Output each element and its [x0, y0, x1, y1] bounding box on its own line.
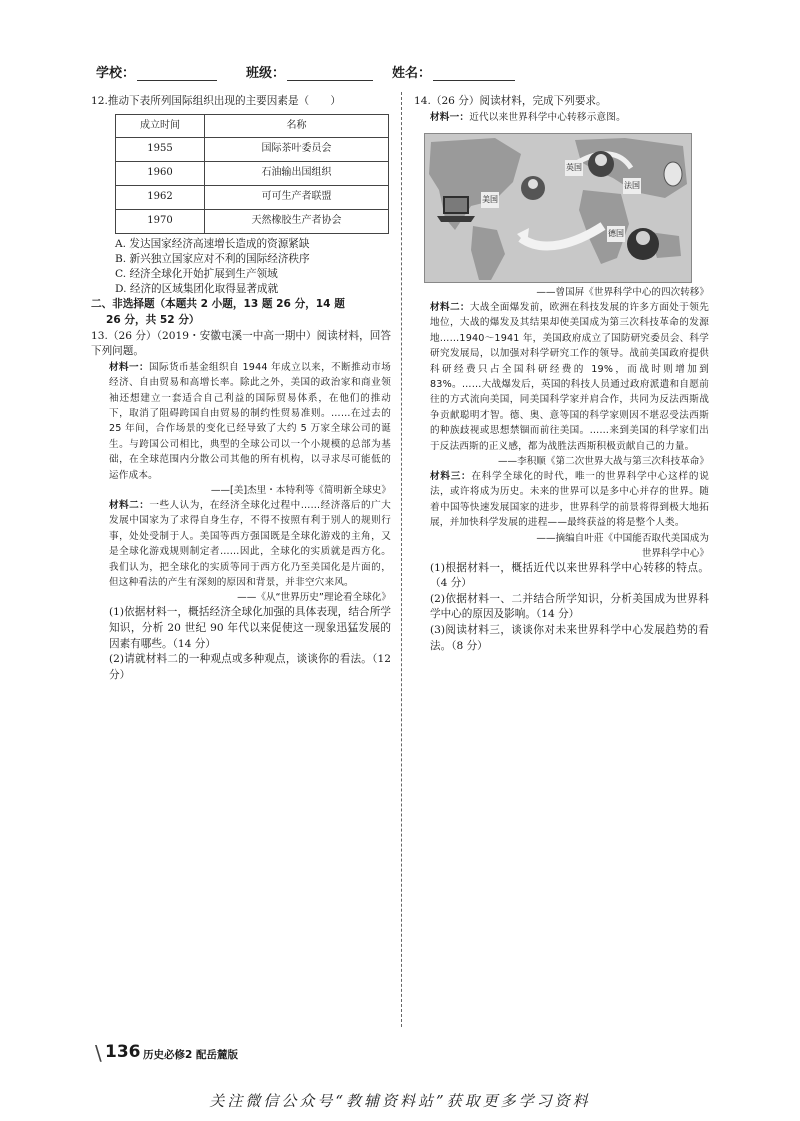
page-slash-icon: \	[95, 1041, 102, 1065]
map-label-uk: 英国	[565, 160, 583, 176]
q12-option-c[interactable]: C. 经济全球化开始扩展到生产领域	[115, 268, 278, 280]
q13-material2	[109, 498, 391, 590]
class-blank[interactable]	[287, 66, 373, 81]
world-map-graphic	[425, 134, 691, 282]
q13-material1-label: 材料一：	[109, 361, 150, 373]
school-field[interactable]	[96, 62, 217, 81]
q14-sub3: (3)阅读材料三，谈谈你对未来世界科学中心发展趋势的看法。（8 分）	[430, 624, 709, 652]
q14-material1-label: 材料一：	[430, 111, 470, 123]
class-label: 班级：	[246, 66, 286, 81]
table-cell-name: 国际茶叶委员会	[205, 137, 389, 161]
name-label: 姓名：	[392, 66, 432, 81]
page-footer	[95, 1041, 265, 1065]
q14-material3-source: ——摘编自叶莊《中国能否取代美国成为	[536, 532, 709, 544]
q14-material1-text: 近代以来世界科学中心转移示意图。	[469, 111, 626, 123]
q14-material3-label: 材料三：	[430, 471, 472, 483]
q12-option-a[interactable]: A. 发达国家经济高速增长造成的资源紧缺	[115, 237, 310, 250]
school-blank[interactable]	[137, 66, 217, 81]
table-cell-year: 1970	[116, 209, 205, 233]
q14-sub1: (1)根据材料一，概括近代以来世界科学中心转移的特点。（4 分）	[430, 561, 709, 590]
right-column	[414, 94, 709, 654]
q14-material2-label: 材料二：	[430, 302, 470, 313]
q12-org-table	[115, 114, 389, 234]
q12-option-d[interactable]: D. 经济的区域集团化取得显著成就	[115, 283, 279, 296]
table-row	[116, 209, 389, 233]
school-label: 学校：	[96, 66, 136, 81]
q13-material2-text: 一些人认为，在经济全球化过程中……经济落后的广大发展中国家为了求得自身生存，不得不按照有利于别人的规则行事，处处受制于人。美国等西方强国既是全球化游戏的主角，又是全球化游戏规则制定者……因此，全球化的实质就是西方化。我们认为，把全球化的实质等同于西方化乃至美国化是片面的，但这种看法的产生有深刻的原因和背景，并非空穴来风。	[109, 500, 391, 589]
table-row	[116, 185, 389, 209]
q14-material1	[414, 110, 709, 125]
name-field[interactable]	[392, 62, 515, 81]
table-cell-name: 天然橡胶生产者协会	[205, 209, 389, 233]
table-row	[116, 161, 389, 185]
q14-material3	[414, 469, 709, 531]
q14-sub2: (2)依据材料一、二并结合所学知识，分析美国成为世界科学中心的原因及影响。（14 分）	[430, 592, 709, 621]
left-column	[91, 94, 391, 683]
section2-title-cont: 26 分，共 52 分）	[106, 314, 200, 326]
q13-material2-source: ——《从“世界历史”理论看全球化》	[237, 592, 391, 604]
class-field[interactable]	[246, 62, 373, 81]
q13-sub2: (2)请就材料二的一种观点或多种观点，谈谈你的看法。（12 分）	[109, 653, 391, 681]
table-cell-name: 石油输出国组织	[205, 161, 389, 185]
q13-material2-label: 材料二：	[109, 500, 150, 512]
q14-material3-text: 在科学全球化的时代，唯一的世界科学中心这样的说法，或许将成为历史。未来的世界可以是多中心并存的世界。随着中国等快速发展国家的进步，世界科学的前景将得到极大地拓展，并加快科学发展的进程——最终获益的将是整个人类。	[430, 471, 709, 529]
section2-title: 二、非选择题（本题共 2 小题，13 题 26 分，14 题	[91, 298, 345, 311]
table-row	[116, 137, 389, 161]
q13-material1-text: 国际货币基金组织自 1944 年成立以来，不断推动市场经济、自由贸易和高增长率。除此之外，美国的政治家和商业领袖还想建立一套适合自己利益的国际贸易体系，在他们的推动下，取消了阻碍跨国自由贸易的制约性贸易准则。……在过去的 25 年间，合作场景的变化已经导致了大约 5 万家全球公司的诞生。与跨国公司相比，典型的全球公司以一个小规模的总部为基础，在全球范围内分散公司其他的所有机构，以寻求尽可能低的运作成本。	[109, 361, 391, 481]
table-cell-year: 1960	[116, 161, 205, 185]
map-label-france: 法国	[623, 178, 641, 194]
table-header-name: 名称	[205, 114, 389, 137]
map-label-germany: 德国	[607, 226, 625, 242]
q13-material1	[109, 360, 391, 483]
q14-material2-text: 大战全面爆发前，欧洲在科技发展的许多方面处于领先地位，大战的爆发及其结果却使美国成为第三次科技革命的发源地……1940～1941 年，美国政府成立了国防研究委员会、科学研究发展局，以加强对科学研究工作的领导。战前美国政府提供科研经费只占全国科研经费的 19%，而战时则增加到 83%。……大战爆发后，英国的科技人员通过政府派遣和自愿前往的方式流向美国，同美国科学家并肩合作，共同为反法西斯战争贡献聪明才智。德、奥、意等国的科学家则因不堪忍受法西斯的种族歧视或思想禁锢而前往美国。……来到美国的科学家们出于反法西斯的正义感，都为战胜法西斯积极贡献自己的力量。	[430, 302, 709, 452]
table-header-year: 成立时间	[116, 114, 205, 137]
table-cell-year: 1955	[116, 137, 205, 161]
table-cell-year: 1962	[116, 185, 205, 209]
wechat-note: 关注微信公众号“教辅资料站”获取更多学习资料	[209, 1092, 591, 1110]
science-center-transfer-map	[424, 133, 692, 283]
book-title: 历史必修2 配岳麓版	[143, 1049, 238, 1061]
q14-material2-source: ——李积顺《第二次世界大战与第三次科技革命》	[497, 456, 709, 468]
table-header-row	[116, 114, 389, 137]
column-divider	[401, 92, 402, 1027]
page-number: 136	[105, 1042, 141, 1062]
student-info-header	[96, 62, 616, 86]
q14-stem: 14.（26 分）阅读材料，完成下列要求。	[414, 95, 607, 107]
q13-material1-source: ——[美]杰里・本特利等《简明新全球史》	[210, 485, 391, 497]
q14-material2	[414, 300, 709, 454]
q13-sub1: (1)依据材料一，概括经济全球化加强的具体表现，结合所学知识，分析 20 世纪 90 年代以来促使这一现象迅猛发展的因素有哪些。（14 分）	[109, 606, 391, 650]
q13-stem: 13.（26 分）（2019・安徽屯溪一中高一期中）阅读材料，回答下列问题。	[91, 329, 391, 358]
q12-option-b[interactable]: B. 新兴独立国家应对不利的国际经济秩序	[115, 252, 310, 265]
table-cell-name: 可可生产者联盟	[205, 185, 389, 209]
q14-map-source: ——曾国屏《世界科学中心的四次转移》	[536, 287, 709, 298]
q12-stem: 12.推动下表所列国际组织出现的主要因素是（ ）	[91, 95, 341, 107]
map-label-usa: 美国	[481, 192, 499, 208]
name-blank[interactable]	[433, 66, 515, 81]
q14-material3-source-cont: 世界科学中心》	[641, 547, 709, 559]
